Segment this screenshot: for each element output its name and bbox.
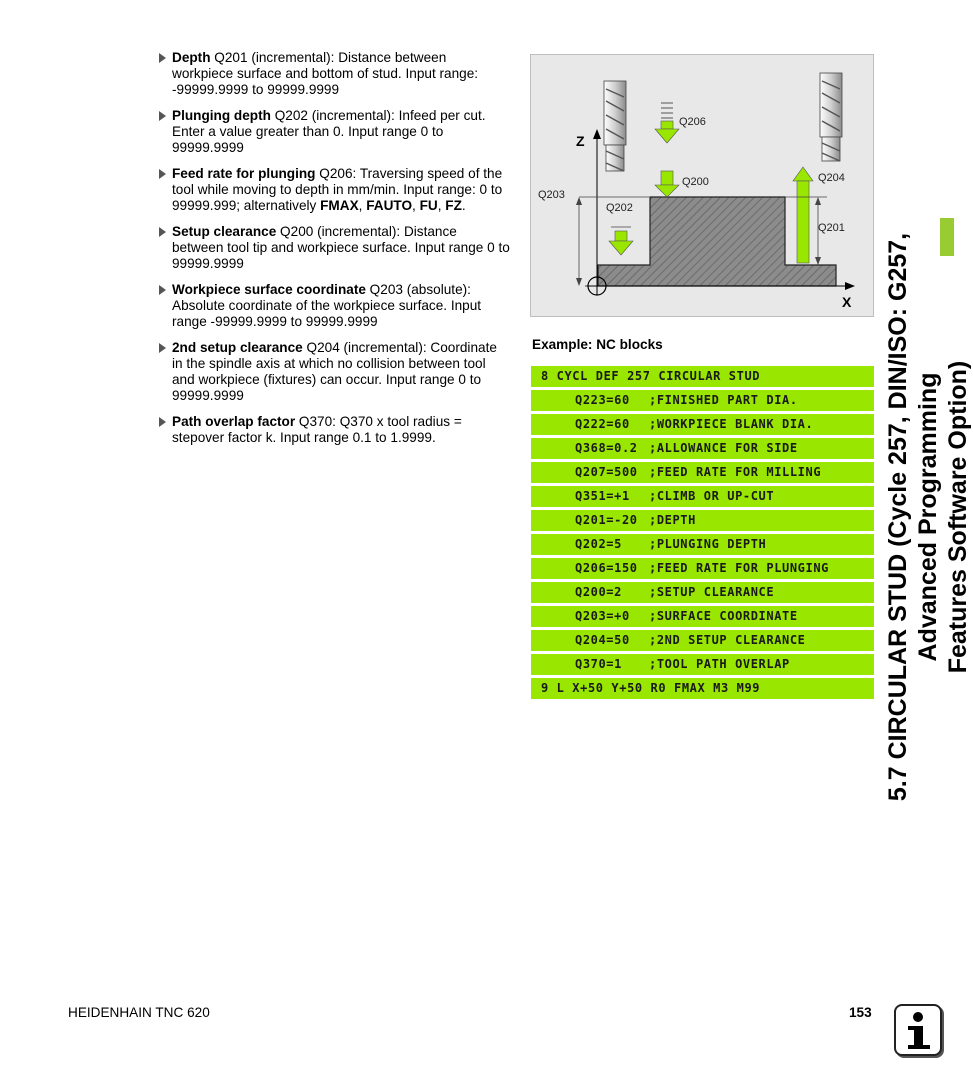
axis-z-label: Z xyxy=(576,133,585,149)
bullet-triangle-icon xyxy=(159,111,166,121)
bullet-triangle-icon xyxy=(159,169,166,179)
nc-param-row: Q222=60 ;WORKPIECE BLANK DIA. xyxy=(531,414,874,435)
param-depth: Depth Q201 (incremental): Distance between workpiece surface and bottom of stud. Input range: -99999.9999 to 99999.9999 xyxy=(158,50,510,98)
page-number: 153 xyxy=(849,1005,872,1020)
chapter-title xyxy=(883,197,972,837)
bullet-triangle-icon xyxy=(159,417,166,427)
bullet-triangle-icon xyxy=(159,285,166,295)
label-q204: Q204 xyxy=(818,172,845,184)
nc-param-row: Q202=5 ;PLUNGING DEPTH xyxy=(531,534,874,555)
info-icon xyxy=(894,1004,942,1056)
parameter-list xyxy=(158,50,510,456)
left-tool-icon xyxy=(604,81,626,171)
nc-param-row: Q200=2 ;SETUP CLEARANCE xyxy=(531,582,874,603)
q206-arrow-icon xyxy=(655,103,679,143)
q202-arrow-icon xyxy=(609,227,633,255)
nc-param-row: Q206=150 ;FEED RATE FOR PLUNGING xyxy=(531,558,874,579)
z-axis-arrow-icon xyxy=(593,129,601,139)
param-setup-clearance: Setup clearance Q200 (incremental): Distance between tool tip and workpiece surface. Input range 0 to 99999.9999 xyxy=(158,224,510,272)
example-title: Example: NC blocks xyxy=(532,337,663,352)
nc-param-row: Q204=50 ;2ND SETUP CLEARANCE xyxy=(531,630,874,651)
nc-block-row: 9 L X+50 Y+50 R0 FMAX M3 M99 xyxy=(531,678,874,699)
param-2nd-setup-clearance: 2nd setup clearance Q204 (incremental): Coordinate in the spindle axis at which no collision between tool and workpiece (fixtures) can occur. Input range 0 to 99999.9999 xyxy=(158,340,510,404)
param-feed-rate-plunging: Feed rate for plunging Q206: Traversing speed of the tool while moving to depth in mm/min. Input range: 0 to 99999.999; alternatively FMAX, FAUTO, FU, FZ. xyxy=(158,166,510,214)
q204-arrow-icon xyxy=(793,167,813,263)
bullet-triangle-icon xyxy=(159,343,166,353)
label-q201: Q201 xyxy=(818,222,845,234)
chapter-title-line-1: 5.7 CIRCULAR STUD (Cycle 257, DIN/ISO: G257, Advanced Programming xyxy=(884,232,942,802)
nc-param-row: Q370=1 ;TOOL PATH OVERLAP xyxy=(531,654,874,675)
nc-block-row: 8 CYCL DEF 257 CIRCULAR STUD xyxy=(531,366,874,387)
label-q206: Q206 xyxy=(679,116,706,128)
bullet-triangle-icon xyxy=(159,227,166,237)
nc-param-row: Q207=500 ;FEED RATE FOR MILLING xyxy=(531,462,874,483)
axis-x-label: X xyxy=(842,294,852,310)
param-plunging-depth: Plunging depth Q202 (incremental): Infeed per cut. Enter a value greater than 0. Input range 0 to 99999.9999 xyxy=(158,108,510,156)
nc-param-row: Q351=+1 ;CLIMB OR UP-CUT xyxy=(531,486,874,507)
param-path-overlap: Path overlap factor Q370: Q370 x tool radius = stepover factor k. Input range 0.1 to 1.9999. xyxy=(158,414,510,446)
footer-product: HEIDENHAIN TNC 620 xyxy=(68,1005,210,1020)
label-q203: Q203 xyxy=(538,189,565,201)
nc-blocks xyxy=(531,366,874,702)
nc-param-row: Q368=0.2 ;ALLOWANCE FOR SIDE xyxy=(531,438,874,459)
param-surface-coordinate: Workpiece surface coordinate Q203 (absolute): Absolute coordinate of the workpiece surface. Input range -99999.9999 to 99999.9999 xyxy=(158,282,510,330)
chapter-title-line-2: Features Software Option) xyxy=(944,360,972,674)
label-q202: Q202 xyxy=(606,202,633,214)
label-q200: Q200 xyxy=(682,176,709,188)
x-axis-arrow-icon xyxy=(845,282,855,290)
bullet-triangle-icon xyxy=(159,53,166,63)
nc-param-row: Q203=+0 ;SURFACE COORDINATE xyxy=(531,606,874,627)
nc-param-row: Q223=60 ;FINISHED PART DIA. xyxy=(531,390,874,411)
cycle-diagram xyxy=(530,54,874,317)
right-tool-icon xyxy=(820,73,842,161)
q200-arrow-icon xyxy=(655,171,679,197)
nc-param-row: Q201=-20 ;DEPTH xyxy=(531,510,874,531)
